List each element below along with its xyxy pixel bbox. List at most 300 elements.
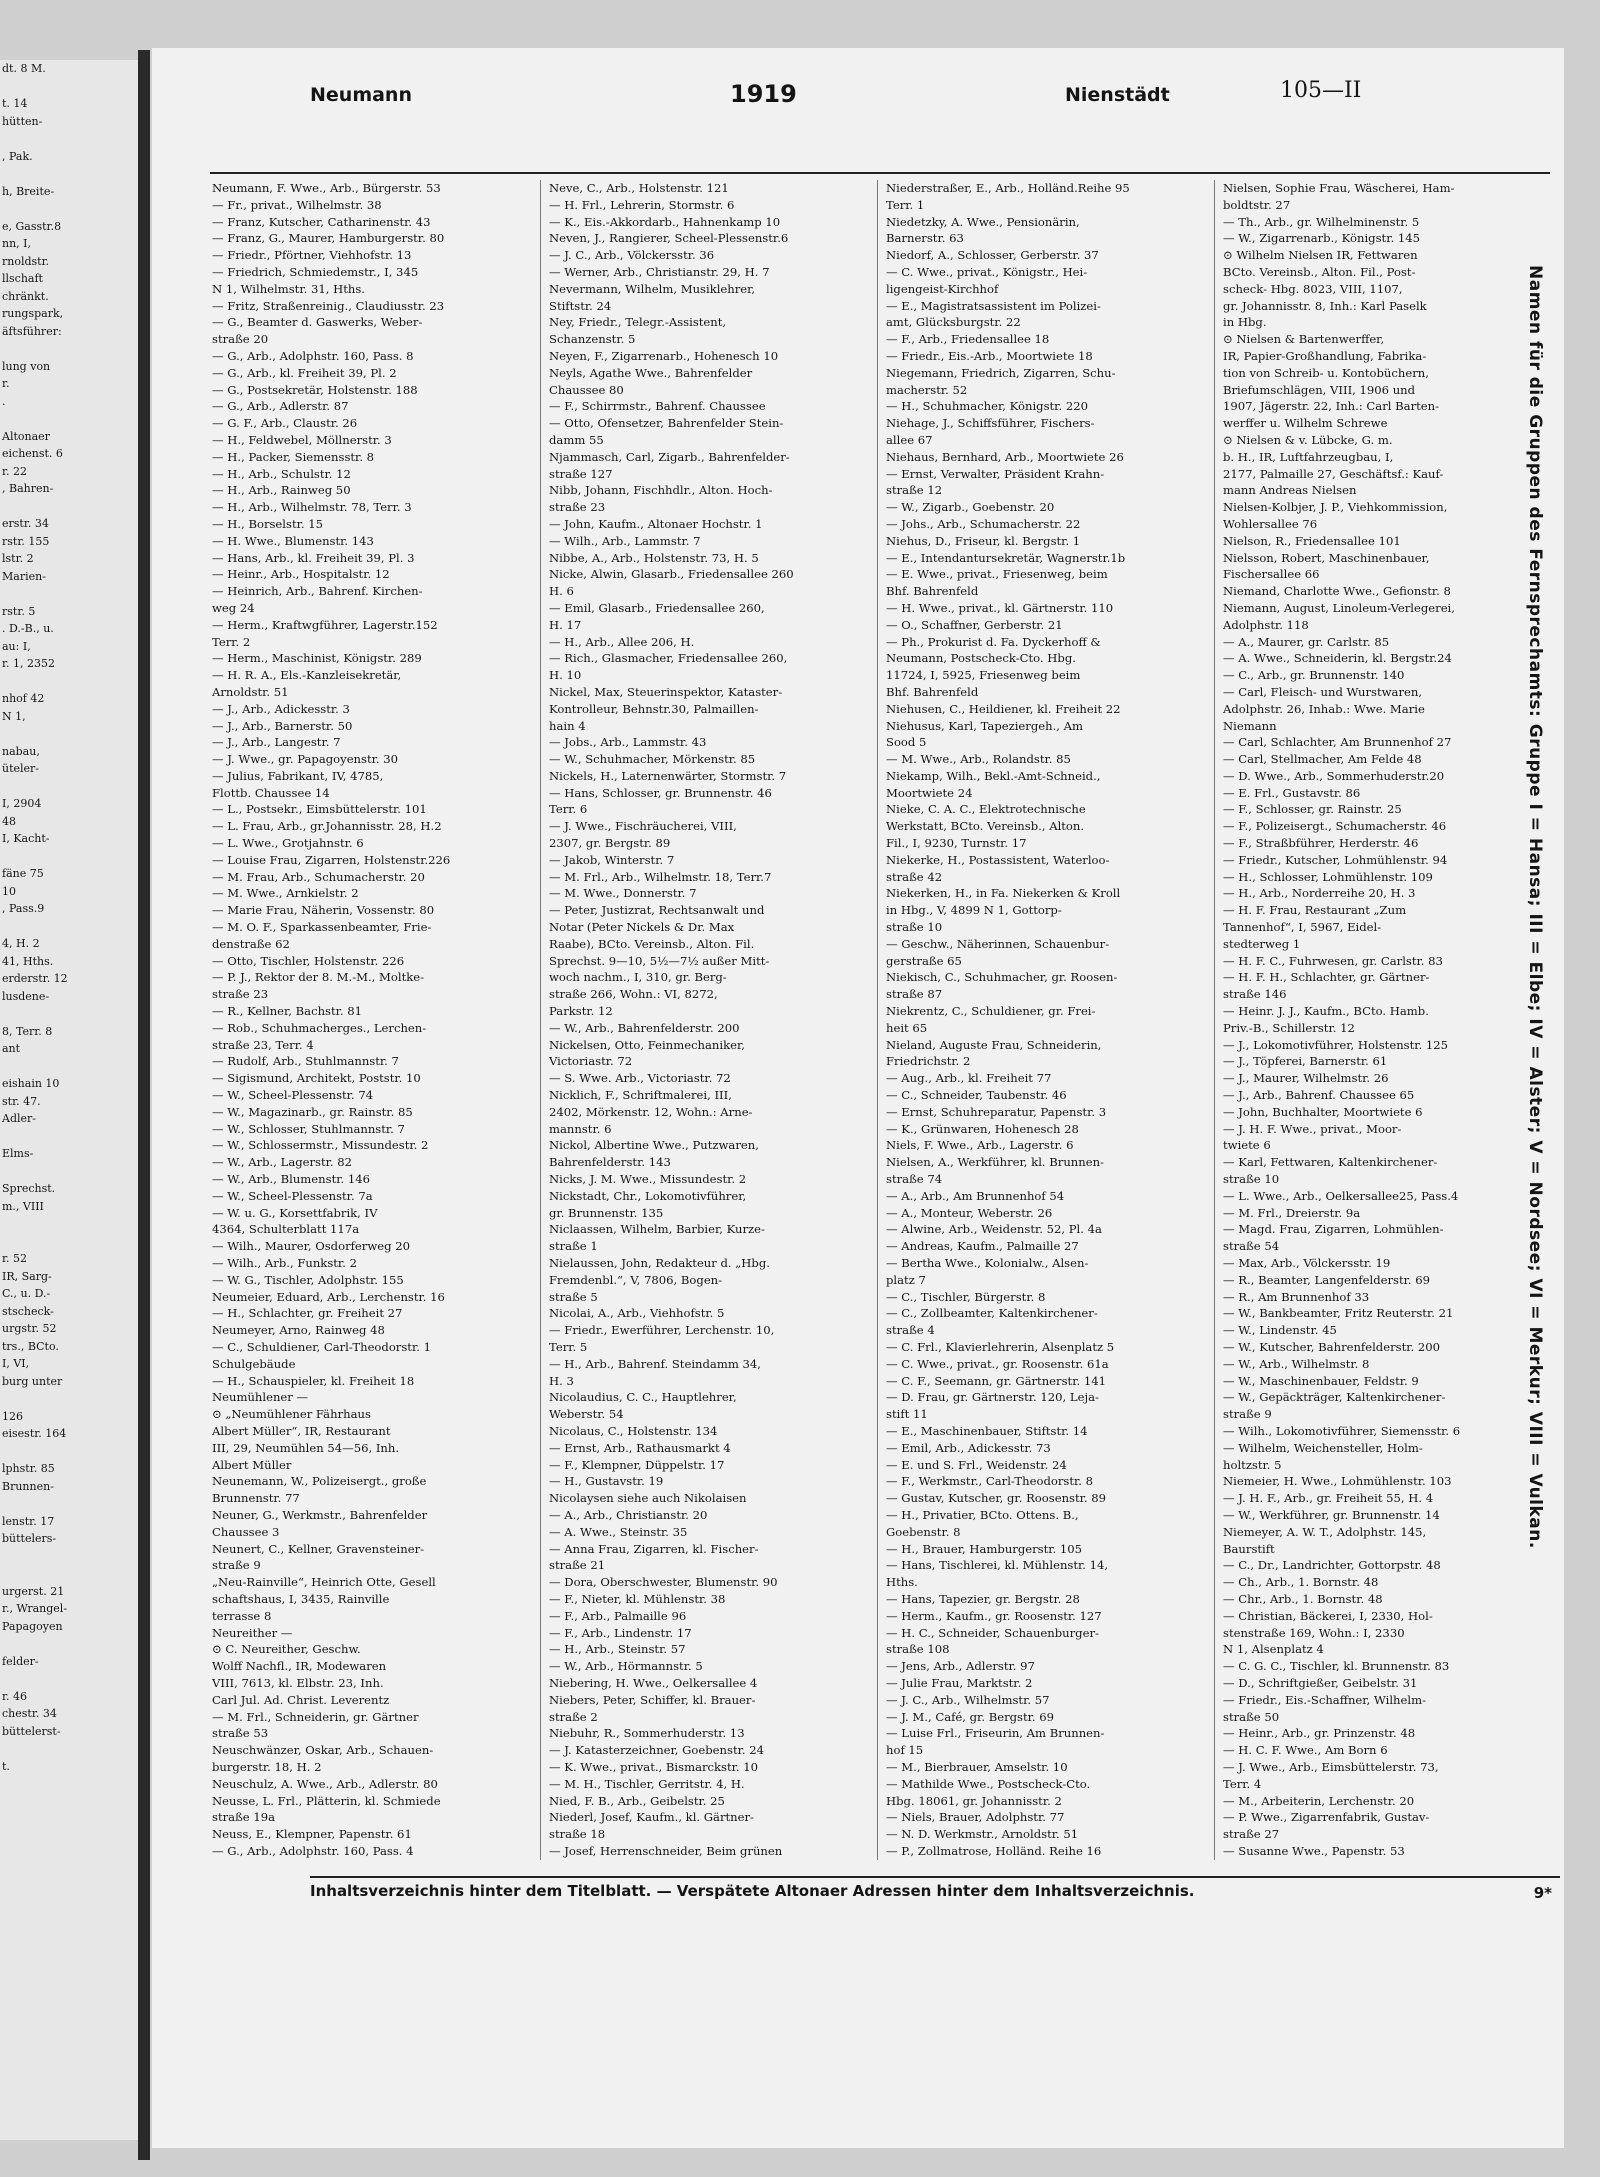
column-2 [549,180,878,1860]
adjacent-page-fragment: rnoldstr. [2,254,50,268]
adjacent-page-fragment: nn, I, [2,237,32,250]
directory-entry: — M. Frl., Arb., Wilhelmstr. 18, Terr.7 [549,869,772,884]
directory-entry: — Franz, G., Maurer, Hamburgerstr. 80 [212,231,445,246]
directory-entry: — E. Frl., Gustavstr. 86 [1223,785,1361,800]
directory-entry: — J. Wwe., Fischräucherei, VIII, [549,819,737,834]
adjacent-page-fragment: t. [2,1759,10,1773]
directory-entry: Terr. 1 [886,197,925,212]
adjacent-page-fragment: eishain 10 [2,1077,60,1090]
column-4 [1223,180,1552,1860]
directory-entry: — Geschw., Näherinnen, Schauenbur- [886,936,1110,951]
column-3 [886,180,1215,1860]
directory-entry: — G., Arb., kl. Freiheit 39, Pl. 2 [212,365,397,380]
directory-entry: — F., Werkmstr., Carl-Theodorstr. 8 [886,1474,1094,1489]
directory-entry: — F., Straßbführer, Herderstr. 46 [1223,836,1419,851]
directory-entry: ligengeist-Kirchhof [886,281,999,296]
directory-entry: H. 3 [549,1373,574,1388]
directory-entry: denstraße 62 [212,936,290,951]
directory-entry: N 1, Wilhelmstr. 31, Hths. [212,281,365,296]
directory-entry: — W., Gepäckträger, Kaltenkirchener- [1223,1390,1446,1405]
directory-entry: — Friedr., Eis.-Arb., Moortwiete 18 [886,348,1093,363]
directory-entry: — M., Bierbrauer, Amselstr. 10 [886,1759,1068,1774]
directory-entry: — R., Am Brunnenhof 33 [1223,1289,1370,1304]
directory-entry: — Aug., Arb., kl. Freiheit 77 [886,1071,1052,1086]
directory-entry: stedterweg 1 [1223,936,1301,951]
directory-entry: — H., Borselstr. 15 [212,516,324,531]
directory-entry: Neumann, F. Wwe., Arb., Bürgerstr. 53 [212,181,441,195]
directory-entry: — W., Magazinarb., gr. Rainstr. 85 [212,1104,413,1119]
directory-entry: Notar (Peter Nickels & Dr. Max [549,920,735,935]
directory-entry: — H., Gustavstr. 19 [549,1474,664,1489]
directory-entry: — C. Frl., Klavierlehrerin, Alsenplatz 5 [886,1339,1115,1354]
directory-entry: — J., Arb., Langestr. 7 [212,735,341,750]
directory-entry: Arnoldstr. 51 [212,684,289,699]
directory-entry: — M. Frl., Schneiderin, gr. Gärtner [212,1709,419,1724]
directory-entry: b. H., IR, Luftfahrzeugbau, I, [1223,449,1394,464]
directory-entry: — Gustav, Kutscher, gr. Roosenstr. 89 [886,1491,1107,1506]
directory-entry: Nickol, Albertine Wwe., Putzwaren, [549,1138,759,1153]
adjacent-page-fragment [0,1163,150,1181]
directory-entry: — Friedr., Ewerführer, Lerchenstr. 10, [549,1323,775,1338]
adjacent-page-fragment: 48 [2,814,16,828]
directory-entry: — W. u. G., Korsettfabrik, IV [212,1205,378,1220]
directory-entry: — Werner, Arb., Christianstr. 29, H. 7 [549,264,770,279]
directory-entry: damm 55 [549,432,604,447]
directory-entry: — S. Wwe. Arb., Victoriastr. 72 [549,1071,731,1086]
directory-entry: Nicklich, F., Schriftmalerei, III, [549,1088,732,1103]
directory-entry: straße 108 [886,1642,950,1657]
directory-entry: schaftshaus, I, 3435, Rainville [212,1591,390,1606]
adjacent-page-fragment [0,1495,150,1513]
directory-entry: Adolphstr. 26, Inhab.: Wwe. Marie [1223,701,1425,716]
directory-entry: straße 266, Wohn.: VI, 8272, [549,987,718,1002]
directory-entry: — Alwine, Arb., Weidenstr. 52, Pl. 4a [886,1222,1102,1237]
directory-entry: — W., Arb., Bahrenfelderstr. 200 [549,1020,740,1035]
directory-entry: hof 15 [886,1743,924,1758]
adjacent-page-fragment [0,1670,150,1688]
directory-entry: 2307, gr. Bergstr. 89 [549,836,671,851]
directory-entry: — K., Grünwaren, Hohenesch 28 [886,1121,1079,1136]
directory-entry: — H. C. F. Wwe., Am Born 6 [1223,1743,1388,1758]
adjacent-page-fragment [0,1548,150,1566]
directory-entry: — A., Arb., Christianstr. 20 [549,1507,708,1522]
directory-entry: H. 6 [549,584,574,599]
directory-entry: — L. Frau, Arb., gr.Johannisstr. 28, H.2 [212,819,442,834]
adjacent-page-fragment: m., VIII [2,1199,44,1213]
adjacent-page-fragment: . D.-B., u. [2,622,54,635]
directory-entry: — Heinr., Arb., Hospitalstr. 12 [212,567,390,582]
directory-entry: III, 29, Neumühlen 54—56, Inh. [212,1440,400,1455]
adjacent-page-fragment [0,778,150,796]
directory-entry: gr. Brunnenstr. 135 [549,1205,664,1220]
directory-entry: — W., Zigarrenarb., Königstr. 145 [1223,231,1420,246]
directory-entry: — J., Arb., Adickesstr. 3 [212,701,350,716]
directory-entry: — W., Scheel-Plessenstr. 7a [212,1188,373,1203]
directory-entry: — Ph., Prokurist d. Fa. Dyckerhoff & [886,634,1101,649]
directory-entry: twiete 6 [1223,1138,1271,1153]
adjacent-page-fragment [0,200,150,218]
directory-entry: — J. H. F. Wwe., privat., Moor- [1223,1121,1402,1136]
directory-entry: — Emil, Glasarb., Friedensallee 260, [549,600,765,615]
directory-entry: hain 4 [549,718,586,733]
directory-entry: tion von Schreib- u. Kontobüchern, [1223,365,1429,380]
adjacent-page-fragment: eisestr. 164 [2,1427,67,1440]
directory-entry: Niederl, Josef, Kaufm., kl. Gärtner- [549,1810,754,1825]
directory-entry: 2177, Palmaille 27, Geschäftsf.: Kauf- [1223,466,1444,481]
directory-entry: — Julius, Fabrikant, IV, 4785, [212,768,384,783]
directory-entry: Niedorf, A., Schlosser, Gerberstr. 37 [886,248,1099,263]
directory-entry: Victoriastr. 72 [549,1054,633,1069]
adjacent-page-fragment: str. 47. [2,1094,41,1108]
directory-entry: Niels, F. Wwe., Arb., Lagerstr. 6 [886,1138,1074,1153]
directory-entry: — Friedr., Pförtner, Viehhofstr. 13 [212,248,412,263]
directory-entry: — Josef, Herrenschneider, Beim grünen [549,1843,783,1858]
directory-entry: — Fritz, Straßenreinig., Claudiusstr. 23 [212,298,445,313]
directory-entry: — L., Postsekr., Eimsbüttelerstr. 101 [212,802,427,817]
directory-entry: — F., Arb., Friedensallee 18 [886,332,1050,347]
adjacent-page-fragment: Marien- [2,569,46,583]
directory-entry: terrasse 8 [212,1608,272,1623]
directory-entry: — H. F. Frau, Restaurant „Zum [1223,903,1407,918]
header-last-name: Nienstädt [1065,84,1170,106]
adjacent-page-fragment [0,1058,150,1076]
directory-entry: Niemann, August, Linoleum-Verlegerei, [1223,600,1455,615]
directory-entry: — H. C., Schneider, Schauenburger- [886,1625,1099,1640]
directory-entry: in Hbg. [1223,315,1267,330]
directory-entry: weg 24 [212,600,255,615]
directory-entry: — E., Intendantursekretär, Wagnerstr.1b [886,550,1126,565]
directory-entry: Schanzenstr. 5 [549,332,636,347]
directory-entry: straße 4 [886,1323,935,1338]
directory-entry: — Marie Frau, Näherin, Vossenstr. 80 [212,903,435,918]
adjacent-page-fragment: äftsführer: [2,324,62,338]
directory-entry: — C., Dr., Landrichter, Gottorpstr. 48 [1223,1558,1441,1573]
directory-entry: — M. Wwe., Donnerstr. 7 [549,886,697,901]
adjacent-page-fragment: nabau, [2,744,40,758]
directory-entry: Albert Müller“, IR, Restaurant [212,1423,391,1438]
directory-entry: ⊙ Wilhelm Nielsen IR, Fettwaren [1223,248,1418,263]
adjacent-page-fragment [0,1128,150,1146]
adjacent-page-fragment: lphstr. 85 [2,1462,55,1475]
directory-entry: Nielsen, A., Werkführer, kl. Brunnen- [886,1155,1104,1170]
directory-entry: — Wilh., Arb., Lammstr. 7 [549,533,701,548]
directory-entry: — H., Arb., Norderreihe 20, H. 3 [1223,886,1416,901]
directory-entry: Nicolaudius, C. C., Hauptlehrer, [549,1390,737,1405]
directory-entry: Parkstr. 12 [549,1004,613,1019]
adjacent-page-fragment [0,585,150,603]
directory-entry: Neunemann, W., Polizeisergt., große [212,1474,427,1489]
directory-entry: — C. F., Seemann, gr. Gärtnerstr. 141 [886,1373,1106,1388]
directory-entry: H. 17 [549,617,582,632]
directory-entry: — J. C., Arb., Wilhelmstr. 57 [886,1692,1050,1707]
directory-entry: — Otto, Ofensetzer, Bahrenfelder Stein- [549,416,784,431]
directory-entry: — Ernst, Verwalter, Präsident Krahn- [886,466,1105,481]
directory-entry: Neumann, Postscheck-Cto. Hbg. [886,651,1076,666]
header-rule [210,172,1550,174]
directory-entry: — Susanne Wwe., Papenstr. 53 [1223,1843,1405,1858]
directory-entry: — Julie Frau, Marktstr. 2 [886,1675,1033,1690]
directory-entry: — H. Wwe., privat., kl. Gärtnerstr. 110 [886,600,1114,615]
directory-entry: Neumeyer, Arno, Rainweg 48 [212,1323,385,1338]
directory-entry: — Hans, Tapezier, gr. Bergstr. 28 [886,1591,1080,1606]
adjacent-page-fragment: urgerst. 21 [2,1584,65,1598]
directory-entry: Terr. 6 [549,802,588,817]
directory-entry: Niekerken, H., in Fa. Niekerken & Kroll [886,886,1121,901]
directory-entry: Neusse, L. Frl., Plätterin, kl. Schmiede [212,1793,441,1808]
directory-entry: — J. H. F., Arb., gr. Freiheit 55, H. 4 [1223,1491,1434,1506]
directory-entry: N 1, Alsenplatz 4 [1223,1642,1324,1657]
directory-entry: Niemeier, H. Wwe., Lohmühlenstr. 103 [1223,1474,1452,1489]
directory-entry: — H., Packer, Siemensstr. 8 [212,449,375,464]
directory-entry: straße 9 [1223,1407,1272,1422]
directory-entry: Sood 5 [886,735,927,750]
directory-entry: — Hans, Arb., kl. Freiheit 39, Pl. 3 [212,550,415,565]
directory-entry: Niemann [1223,718,1277,733]
directory-entry: 2402, Mörkenstr. 12, Wohn.: Arne- [549,1104,753,1119]
adjacent-page-fragment: eichenst. 6 [2,447,63,460]
adjacent-page-fragment: , Pak. [2,149,33,163]
directory-entry: — H., Schlachter, gr. Freiheit 27 [212,1306,403,1321]
directory-entry: — M. Frau, Arb., Schumacherstr. 20 [212,869,425,884]
adjacent-page-fragment: I, VI, [2,1357,30,1370]
adjacent-page-fragment: 41, Hths. [2,954,54,968]
directory-entry: — W., Scheel-Plessenstr. 74 [212,1088,374,1103]
directory-entry: — W., Zigarb., Goebenstr. 20 [886,500,1055,515]
adjacent-page-fragment [0,130,150,148]
directory-entry: mannstr. 6 [549,1121,612,1136]
adjacent-page-fragment: au: I, [2,639,31,653]
directory-entry: Nicke, Alwin, Glasarb., Friedensallee 260 [549,567,794,582]
directory-entry: — Niels, Brauer, Adolphstr. 77 [886,1810,1065,1825]
directory-entry: Njammasch, Carl, Zigarb., Bahrenfelder- [549,449,790,464]
directory-entry: ⊙ Nielsen & Bartenwerffer, [1223,332,1385,347]
directory-entry: Chaussee 80 [549,382,624,397]
directory-entry: — H., Arb., Steinstr. 57 [549,1642,686,1657]
adjacent-page-fragment: 10 [2,884,16,898]
directory-entry: straße 9 [212,1558,261,1573]
directory-entry: mann Andreas Nielsen [1223,483,1357,498]
directory-entry: — H. F. H., Schlachter, gr. Gärtner- [1223,970,1430,985]
directory-entry: straße 23 [549,500,606,515]
directory-entry: — F., Arb., Palmaille 96 [549,1608,687,1623]
directory-entry: straße 18 [549,1827,606,1842]
directory-entry: Niehusen, C., Heildiener, kl. Freiheit 22 [886,701,1121,716]
directory-entry: — C., Tischler, Bürgerstr. 8 [886,1289,1046,1304]
directory-entry: — M. Wwe., Arb., Rolandstr. 85 [886,752,1071,767]
directory-entry: — H., Arb., Wilhelmstr. 78, Terr. 3 [212,500,412,515]
directory-entry: Niebuhr, R., Sommerhuderstr. 13 [549,1726,745,1741]
directory-entry: straße 146 [1223,987,1287,1002]
directory-entry: straße 27 [1223,1827,1280,1842]
directory-entry: — Carl, Stellmacher, Am Felde 48 [1223,752,1422,767]
directory-entry: H. 10 [549,668,582,683]
adjacent-page-fragment: Adler- [2,1112,36,1125]
directory-entry: ⊙ C. Neureither, Geschw. [212,1642,361,1657]
adjacent-page-fragment: e, Gasstr.8 [2,219,62,233]
directory-entry: — D., Schriftgießer, Geibelstr. 31 [1223,1675,1418,1690]
directory-entry: — C. Wwe., privat., Königstr., Hei- [886,264,1088,279]
adjacent-page-fragment [0,848,150,866]
directory-entry: — Wilh., Arb., Funkstr. 2 [212,1256,357,1270]
adjacent-page-fragment: r. [2,377,10,390]
adjacent-page-fragment: lstr. 2 [2,552,34,565]
directory-entry: — F., Arb., Lindenstr. 17 [549,1625,692,1640]
header-year: 1919 [730,80,797,108]
directory-entry: — Herm., Kraftwgführer, Lagerstr.152 [212,617,438,632]
directory-entry: — H. R. A., Els.-Kanzleisekretär, [212,668,402,683]
directory-entry: Neyls, Agathe Wwe., Bahrenfelder [549,365,753,380]
directory-entry: Stiftstr. 24 [549,298,612,313]
adjacent-page-fragment: C., u. D.- [2,1287,51,1300]
directory-entry: — Hans, Schlosser, gr. Brunnenstr. 46 [549,785,772,800]
directory-entry: Flottb. Chaussee 14 [212,785,330,800]
directory-entry: — M. Wwe., Arnkielstr. 2 [212,886,359,901]
directory-entry: Niebers, Peter, Schiffer, kl. Brauer- [549,1692,756,1707]
adjacent-page-fragment: IR, Sarg- [2,1269,52,1283]
adjacent-page-fragment: ant [2,1042,21,1055]
adjacent-page-fragment [0,1740,150,1758]
directory-entry: holtzstr. 5 [1223,1457,1282,1472]
directory-entry: Moortwiete 24 [886,785,973,800]
directory-entry: 1907, Jägerstr. 22, Inh.: Carl Barten- [1223,399,1440,414]
directory-entry: — C. G. C., Tischler, kl. Brunnenstr. 83 [1223,1659,1450,1674]
header-first-name: Neumann [310,84,412,106]
directory-entry: scheck- Hbg. 8023, VIII, 1107, [1223,281,1403,296]
directory-entry: Neuner, G., Werkmstr., Bahrenfelder [212,1507,428,1522]
directory-entry: — H., Schuhmacher, Königstr. 220 [886,399,1088,414]
adjacent-page-edge [0,60,150,2140]
directory-entry: — Hans, Tischlerei, kl. Mühlenstr. 14, [886,1558,1109,1573]
directory-entry: Terr. 4 [1223,1776,1262,1791]
directory-entry: Tannenhof“, I, 5967, Eidel- [1223,920,1382,935]
directory-entry: — Heinr., Arb., gr. Prinzenstr. 48 [1223,1726,1416,1741]
directory-entry: Nickels, H., Laternenwärter, Stormstr. 7 [549,768,787,783]
adjacent-page-fragment: chestr. 34 [2,1707,57,1720]
directory-entry: Kontrolleur, Behnstr.30, Palmaillen- [549,701,759,716]
directory-entry: — W., Lindenstr. 45 [1223,1323,1337,1338]
directory-entry: — W., Arb., Lagerstr. 82 [212,1155,353,1170]
directory-entry: Niehage, J., Schiffsführer, Fischers- [886,416,1095,431]
directory-entry: Neyen, F., Zigarrenarb., Hohenesch 10 [549,348,779,363]
directory-entry: Adolphstr. 118 [1223,617,1309,632]
directory-entry: Fischersallee 66 [1223,567,1320,582]
directory-entry: burgerstr. 18, H. 2 [212,1759,322,1774]
directory-entry: heit 65 [886,1020,928,1035]
directory-entry: — Franz, Kutscher, Catharinenstr. 43 [212,214,431,229]
directory-entry: — F., Nieter, kl. Mühlenstr. 38 [549,1591,726,1606]
directory-entry: — N. D. Werkmstr., Arnoldstr. 51 [886,1827,1079,1842]
directory-entry: Fremdenbl.“, V, 7806, Bogen- [549,1272,723,1287]
adjacent-page-fragment: burg unter [2,1374,63,1388]
directory-entry: Sprechst. 9—10, 5½—7½ außer Mitt- [549,953,770,968]
directory-entry: Chaussee 3 [212,1524,280,1539]
directory-entry: — W., Arb., Blumenstr. 146 [212,1172,371,1187]
directory-entry: — F., Schirrmstr., Bahrenf. Chaussee [549,399,766,414]
directory-entry: — G., Beamter d. Gaswerks, Weber- [212,315,423,330]
directory-entry: straße 23, Terr. 4 [212,1037,314,1052]
adjacent-page-fragment: h, Breite- [2,184,55,198]
adjacent-page-fragment: r., Wrangel- [2,1602,68,1615]
directory-entry: — F., Schlosser, gr. Rainstr. 25 [1223,802,1402,817]
book-gutter [138,50,150,2160]
adjacent-page-fragment: , Bahren- [2,482,54,495]
adjacent-page-fragment [0,1443,150,1461]
directory-entry: — R., Kellner, Bachstr. 81 [212,1004,363,1019]
directory-entry: Niegemann, Friedrich, Zigarren, Schu- [886,365,1116,380]
adjacent-page-fragment: I, Kacht- [2,832,50,845]
directory-entry: — R., Beamter, Langenfelderstr. 69 [1223,1272,1431,1287]
directory-entry: — W., Schlossermstr., Missundestr. 2 [212,1138,429,1153]
directory-entry: — Max, Arb., Völckersstr. 19 [1223,1256,1391,1270]
directory-entry: — Carl, Fleisch- und Wurstwaren, [1223,684,1423,699]
adjacent-page-fragment [0,1215,150,1233]
directory-entry: Bahrenfelderstr. 143 [549,1155,671,1170]
directory-entry: Hbg. 18061, gr. Johannisstr. 2 [886,1793,1062,1808]
adjacent-page-fragment: büttelerst- [2,1724,61,1738]
directory-entry: Baurstift [1223,1541,1275,1556]
directory-entry: Nickel, Max, Steuerinspektor, Kataster- [549,684,783,699]
directory-entry: straße 1 [549,1239,598,1254]
directory-entry: — Mathilde Wwe., Postscheck-Cto. [886,1776,1091,1791]
adjacent-page-fragment [0,1565,150,1583]
directory-entry: Nicolaus, C., Holstenstr. 134 [549,1423,718,1438]
directory-entry: — H., Arb., Schulstr. 12 [212,466,351,481]
directory-entry: — Andreas, Kaufm., Palmaille 27 [886,1239,1079,1254]
directory-entry: macherstr. 52 [886,382,968,397]
directory-entry: — Karl, Fettwaren, Kaltenkirchener- [1223,1155,1438,1170]
directory-entry: allee 67 [886,432,933,447]
directory-entry: — M. Frl., Dreierstr. 9a [1223,1205,1361,1220]
directory-entry: — G., Postsekretär, Holstenstr. 188 [212,382,418,397]
directory-entry: — H., Feldwebel, Möllnerstr. 3 [212,432,392,447]
directory-entry: gerstraße 65 [886,953,962,968]
directory-entry: — Peter, Justizrat, Rechtsanwalt und [549,903,765,918]
directory-entry: — E., Maschinenbauer, Stiftstr. 14 [886,1423,1088,1438]
directory-entry: — Emil, Arb., Adickesstr. 73 [886,1440,1051,1455]
directory-entry: Niekamp, Wilh., Bekl.-Amt-Schneid., [886,768,1101,783]
adjacent-page-fragment [0,1005,150,1023]
directory-entry: platz 7 [886,1272,926,1287]
directory-entry: — J., Arb., Bahrenf. Chaussee 65 [1223,1088,1415,1103]
directory-entry: — J. Wwe., gr. Papagoyenstr. 30 [212,752,399,767]
directory-entry: straße 53 [212,1726,269,1741]
directory-entry: straße 19a [212,1810,276,1825]
directory-entry: Weberstr. 54 [549,1407,624,1422]
directory-entry: Nieland, Auguste Frau, Schneiderin, [886,1037,1102,1052]
directory-entry: — Wilh., Maurer, Osdorferweg 20 [212,1239,410,1254]
directory-entry: — H., Arb., Rainweg 50 [212,483,351,498]
header-page-number: 105—II [1280,78,1362,103]
directory-entry: — W., Arb., Wilhelmstr. 8 [1223,1356,1370,1371]
directory-entry: — J., Töpferei, Barnerstr. 61 [1223,1054,1388,1069]
directory-entry: Friedrichstr. 2 [886,1054,971,1069]
directory-entry: — D. Wwe., Arb., Sommerhuderstr.20 [1223,768,1445,783]
side-note-text: Namen für die Gruppen des Fernsprechamts: Gruppe I = Hansa; III = Elbe; IV = Alster; V = Nordsee; VI = Merkur; VIII = Vulkan. [1525,265,1545,1549]
adjacent-page-fragment: trs., BCto. [2,1339,59,1353]
adjacent-page-fragment: Brunnen- [2,1479,54,1493]
footer-text: Inhaltsverzeichnis hinter dem Titelblatt. — Verspätete Altonaer Adressen hinter dem Inhaltsverzeichnis. [310,1882,1195,1900]
directory-entry: 4364, Schulterblatt 117a [212,1222,360,1237]
directory-entry: Nielsen, Sophie Frau, Wäscherei, Ham- [1223,181,1455,195]
directory-entry: Neve, C., Arb., Holstenstr. 121 [549,181,729,195]
adjacent-page-fragment: hütten- [2,114,43,128]
adjacent-page-fragment: Papagoyen [2,1619,63,1633]
directory-entry: — W., Kutscher, Bahrenfelderstr. 200 [1223,1339,1440,1354]
directory-entry: straße 74 [886,1172,943,1187]
directory-entry: — Christian, Bäckerei, I, 2330, Hol- [1223,1608,1433,1623]
directory-entry: straße 21 [549,1558,606,1573]
directory-entry: — W., Maschinenbauer, Feldstr. 9 [1223,1373,1419,1388]
